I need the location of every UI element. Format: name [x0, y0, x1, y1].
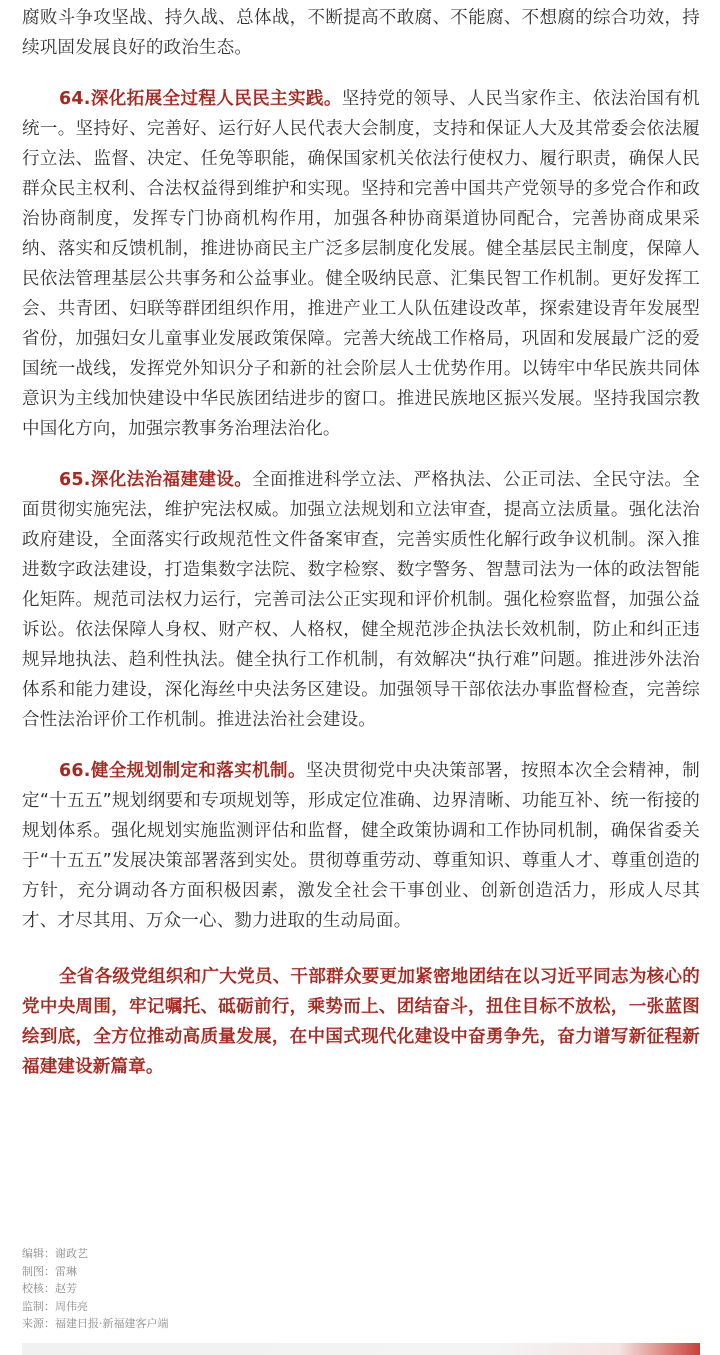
credit-value: 雷琳: [55, 1264, 77, 1278]
intro-paragraph-tail: 腐败斗争攻坚战、持久战、总体战，不断提高不敢腐、不能腐、不想腐的综合功效，持续巩固发展良好的政治生态。: [22, 8, 700, 58]
credit-value: 福建日报·新福建客户端: [55, 1317, 169, 1330]
credit-label: 监制：: [22, 1299, 55, 1313]
section-65-heading: 65.深化法治福建建设。: [59, 470, 253, 490]
credit-label: 制图：: [22, 1264, 55, 1278]
section-64-paragraph: [22, 84, 700, 444]
credit-supervisor: [22, 1298, 169, 1316]
bottom-decorative-banner: [22, 1343, 700, 1355]
section-64-body: 坚持党的领导、人民当家作主、依法治国有机统一。坚持好、完善好、运行好人民代表大会制度，支持和保证人大及其常委会依法履行立法、监督、决定、任免等职能，确保国家机关依法行使权力、履行职责，确保人民群众民主权利、合法权益得到维护和实现。坚持和完善中国共产党领导的多党合作和政治协商制度，发挥专门协商机构作用，加强各种协商渠道协同配合，完善协商成果采纳、落实和反馈机制，推进协商民主广泛多层制度化发展。健全基层民主制度，保障人民依法管理基层公共事务和公益事业。健全吸纳民意、汇集民智工作机制。更好发挥工会、共青团、妇联等群团组织作用，推进产业工人队伍建设改革，探索建设青年发展型省份，加强妇女儿童事业发展政策保障。完善大统战工作格局，巩固和发展最广泛的爱国统一战线，发挥党外知识分子和新的社会阶层人士优势作用。以铸牢中华民族共同体意识为主线加快建设中华民族团结进步的窗口。推进民族地区振兴发展。坚持我国宗教中国化方向，加强宗教事务治理法治化。: [22, 89, 700, 439]
credit-editor: [22, 1245, 169, 1263]
credit-value: 赵芳: [55, 1282, 77, 1295]
credit-source: [22, 1315, 169, 1333]
closing-paragraph: 全省各级党组织和广大党员、干部群众要更加紧密地团结在以习近平同志为核心的党中央周围，牢记嘱托、砥砺前行，乘势而上、团结奋斗，扭住目标不放松，一张蓝图绘到底，全方位推动高质量发展，在中国式现代化建设中奋勇争先，奋力谱写新征程新福建建设新篇章。: [22, 967, 700, 1077]
section-64-heading: 64.深化拓展全过程人民民主实践。: [59, 89, 342, 109]
section-65-paragraph: [22, 465, 700, 735]
section-65-body: 全面推进科学立法、严格执法、公正司法、全民守法。全面贯彻实施宪法，维护宪法权威。加强立法规划和立法审查，提高立法质量。强化法治政府建设，全面落实行政规范性文件备案审查，完善实质性化解行政争议机制。深入推进数字政法建设，打造集数字法院、数字检察、数字警务、智慧司法为一体的政法智能化矩阵。规范司法权力运行，完善司法公正实现和评价机制。强化检察监督，加强公益诉讼。依法保障人身权、财产权、人格权，健全规范涉企执法长效机制，防止和纠正违规异地执法、趋利性执法。健全执行工作机制，有效解决“执行难”问题。推进涉外法治体系和能力建设，深化海丝中央法务区建设。加强领导干部依法办事监督检查，完善综合性法治评价工作机制。推进法治社会建设。: [22, 470, 700, 730]
credit-label: 编辑：: [22, 1247, 55, 1260]
article-body: [22, 0, 700, 1082]
section-66-paragraph: [22, 756, 700, 936]
credit-value: 谢政艺: [55, 1247, 88, 1260]
credit-graphics: [22, 1263, 169, 1281]
credits-block: [22, 1245, 169, 1333]
credit-label: 来源：: [22, 1317, 55, 1330]
section-66-body: 坚决贯彻党中央决策部署，按照本次全会精神，制定“十五五”规划纲要和专项规划等，形成定位准确、边界清晰、功能互补、统一衔接的规划体系。强化规划实施监测评估和监督，健全政策协调和工作协同机制，确保省委关于“十五五”发展决策部署落到实处。贯彻尊重劳动、尊重知识、尊重人才、尊重创造的方针，充分调动各方面积极因素，激发全社会干事创业、创新创造活力，形成人尽其才、才尽其用、万众一心、勠力进取的生动局面。: [22, 761, 700, 931]
credit-proofreader: [22, 1280, 169, 1298]
credit-value: 周伟亮: [55, 1299, 88, 1313]
section-66-heading: 66.健全规划制定和落实机制。: [59, 761, 306, 781]
credit-label: 校核：: [22, 1282, 55, 1295]
